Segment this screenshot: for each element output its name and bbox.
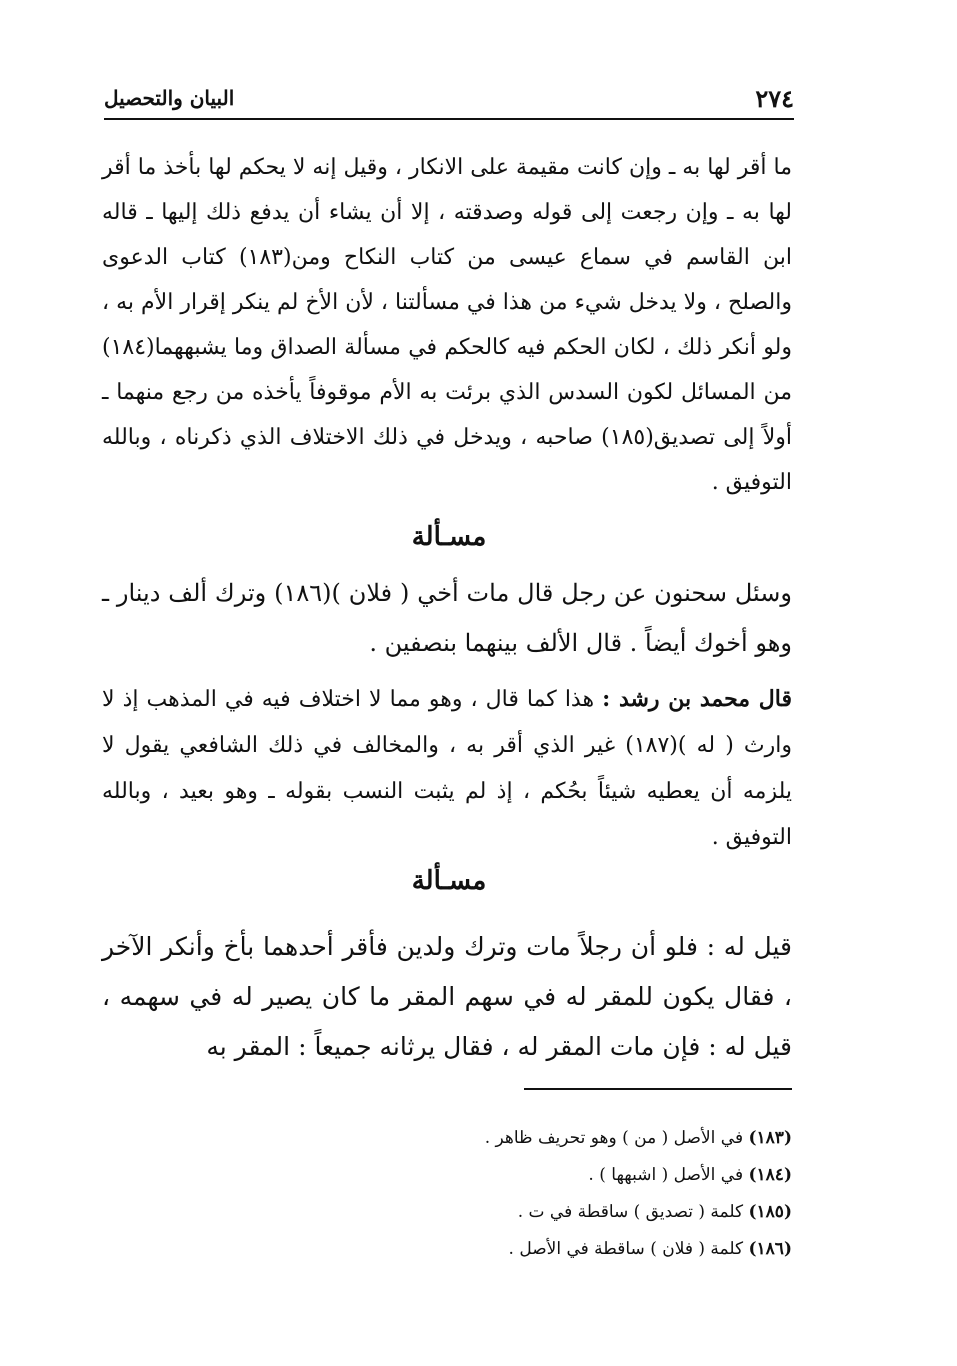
speaker-label: قال محمد بن رشد :: [602, 686, 792, 712]
footnote-text: في الأصل ( اشبهها ) .: [588, 1165, 749, 1185]
paragraph-1: ما أقر لها به ـ وإن كانت مقيمة على الانكار ، وقيل إنه لا يحكم لها بأخذ ما أقر لها به ـ وإن رجعت إلى قوله وصدقته ، إلا أن يشاء أن يدفع ذلك إليها ـ قاله ابن القاسم في سماع عيسى من كتاب النكاح ومن(١٨٣) كتاب الدعوى والصلح ، ولا يدخل شيء من هذا في مسألتنا ، لأن الأخ لم ينكر إقرار الأم به ، ولو أنكر ذلك ، لكان الحكم فيه كالحكم في مسألة الصداق وما يشبههما(١٨٤) من المسائل لكون السدس الذي برئت به الأم موقوفاً يأخذه من رجع منهما ـ أولاً إلى تصديق(١٨٥) صاحبه ، ويدخل في ذلك الاختلاف الذي ذكرناه ، وبالله التوفيق .: [102, 155, 792, 495]
paragraph-3: [102, 676, 792, 861]
running-title: البيان والتحصيل: [104, 86, 235, 110]
footnote-183: [102, 1120, 792, 1157]
footnote-185: [102, 1194, 792, 1231]
footnote-divider: [524, 1088, 792, 1090]
footnote-number: (١٨٥): [748, 1202, 792, 1222]
footnote-number: (١٨٤): [748, 1165, 792, 1185]
footnotes: [102, 1120, 792, 1268]
section-heading-1: مسـألة: [411, 522, 487, 552]
footnote-number: (١٨٣): [748, 1128, 792, 1148]
footnote-186: [102, 1231, 792, 1268]
footnote-text: كلمة ( فلان ) ساقطة في الأصل .: [508, 1239, 749, 1259]
footnote-number: (١٨٦): [748, 1239, 792, 1259]
section-heading-2: مسـألة: [411, 866, 487, 896]
paragraph-2: وسئل سحنون عن رجل قال مات أخي ( فلان )(١٨٦) وترك ألف دينار ـ وهو أخوك أيضاً . قال الألف بينهما بنصفين .: [102, 579, 792, 657]
footnote-text: في الأصل ( من ) وهو تحريف ظاهر .: [484, 1128, 749, 1148]
footnote-184: [102, 1157, 792, 1194]
paragraph-4: قيل له : فلو أن رجلاً مات وترك ولدين فأقر أحدهما بأخ وأنكر الآخر ، فقال يكون للمقر له في سهم المقر ما كان يصير له في سهمه ، قيل له : فإن مات المقر له ، فقال يرثانه جميعاً : المقر به: [102, 932, 793, 1061]
footnote-text: كلمة ( تصديق ) ساقطة في ت .: [517, 1202, 749, 1222]
page-number: ٢٧٤: [755, 84, 794, 113]
paragraph-3-text: هذا كما قال ، وهو مما لا اختلاف فيه في المذهب إذ لا وارث ( له )(١٨٧) غير الذي أقر به ، والمخالف في ذلك الشافعي يقول لا يلزمه أن يعطيه شيئاً بحُكم ، إذ لم يثبت النسب بقوله ـ وهو بعيد ، وبالله التوفيق .: [102, 687, 792, 850]
page-header: [104, 78, 794, 120]
